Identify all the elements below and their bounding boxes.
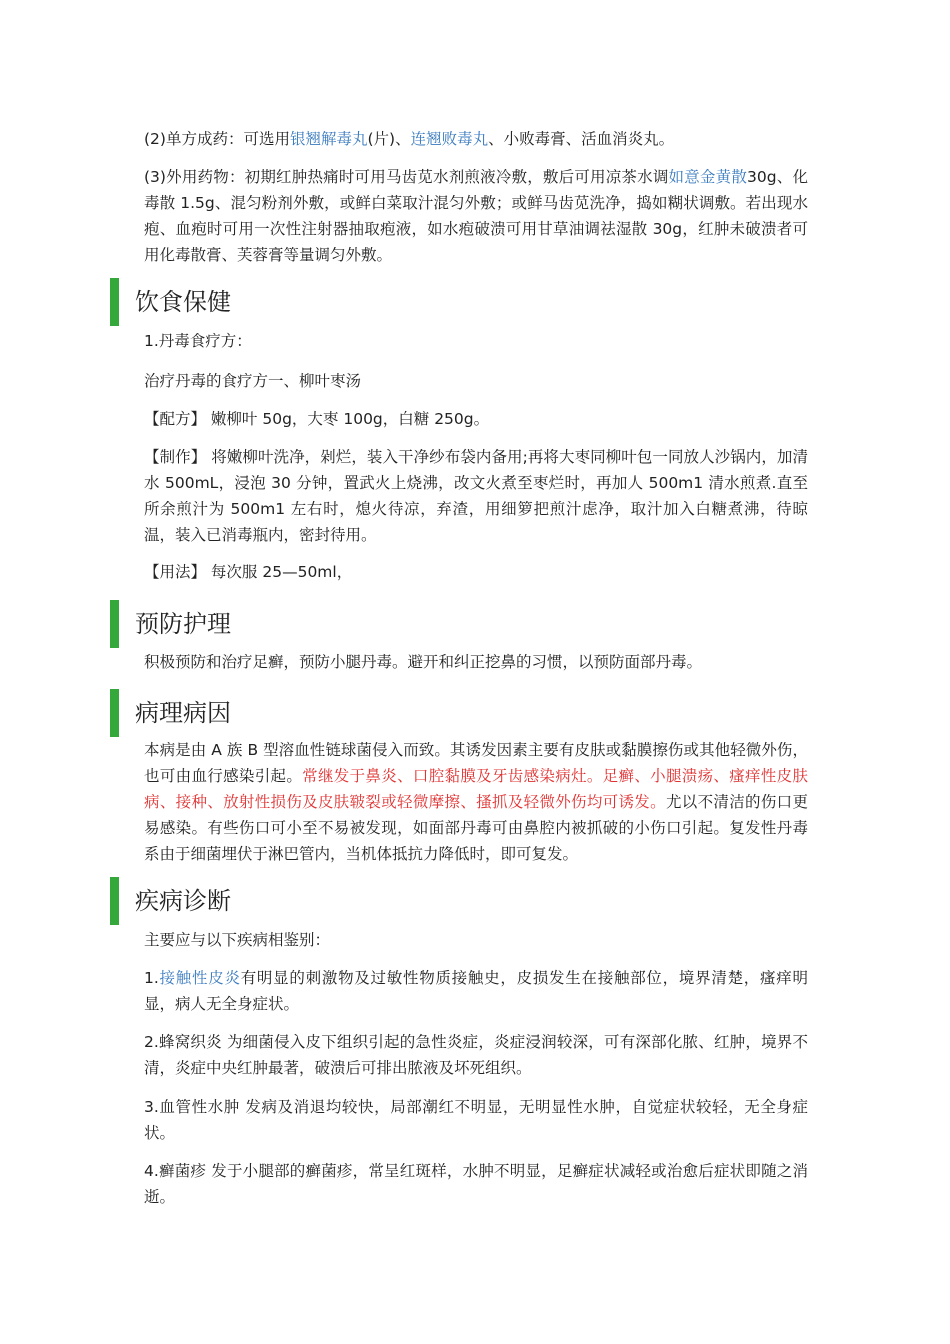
diet-usage: 【用法】 每次服 25—50ml， [144,563,353,581]
link-yinqiao-jiedu-wan[interactable]: 银翘解毒丸 [289,130,368,148]
link-lianqiao-baidu-wan[interactable]: 连翘败毒丸 [410,130,489,148]
etiology-text [144,737,808,867]
diet-making: 【制作】 将嫩柳叶洗净，剁烂，装入干净纱布袋内备用;再将大枣同柳叶包一同放人沙锅内，加清水 500mL，浸泡 30 分钟，置武火上烧沸，改文火煮至枣烂时，再加人 500m1 清水煎煮.直至所余煎汁为 500m1 左右时，熄火待凉，弃渣，用细箩把煎汁虑净，取汁加入白糖煮沸，待晾温，装入已消毒瓶内，密封待用。 [144,448,808,544]
text: 30g、化毒散 1.5g、混匀粉剂外敷，或鲜白菜取汁混匀外敷；或鲜马齿苋洗净，捣如糊状调敷。若出现水疱、血疱时可用一次性注射器抽取疱液，如水疱破溃可用甘草油调祛湿散 30g，红肿未破溃者可用化毒散膏、芙蓉膏等量调匀外敷。 [144,168,808,264]
text: 尤以不清洁的伤口更易感染。有些伤口可小至不易被发现，如面部丹毒可由鼻腔内被抓破的小伤口引起。复发性丹毒系由于细菌埋伏于淋巴管内，当机体抵抗力降低时，即可复发。 [144,793,808,863]
section-heading-diagnosis [110,877,810,925]
heading-accent-bar [110,600,119,648]
heading-title: 饮食保健 [135,288,231,316]
diagnosis-intro: 主要应与以下疾病相鉴别： [144,931,331,949]
text: 有明显的刺激物及过敏性物质接触史，皮损发生在接触部位，境界清楚，瘙痒明显，病人无全身症状。 [144,969,808,1013]
treatment-paragraph-2 [144,126,808,152]
diet-formula: 【配方】 嫩柳叶 50g，大枣 100g，白糖 250g。 [144,410,490,428]
diagnosis-item-2: 2.蜂窝织炎 为细菌侵入皮下组织引起的急性炎症，炎症浸润较深，可有深部化脓、红肿，境界不清，炎症中央红肿最著，破溃后可排出脓液及坏死组织。 [144,1033,808,1077]
text: 本病是由 A 族 B 型溶血性链球菌侵入而致。其诱发因素主要有皮肤或黏膜擦伤或其他轻微外伤，也可由血行感染引起。 [144,741,808,785]
text: (2)单方成药：可选用 [144,130,290,148]
prevention-text: 积极预防和治疗足癣，预防小腿丹毒。避开和纠正挖鼻的习惯，以预防面部丹毒。 [144,653,703,671]
section-heading-prevention [110,600,810,648]
heading-accent-bar [110,278,119,326]
item-number: 1. [144,969,159,987]
diet-recipe-title: 治疗丹毒的食疗方一、柳叶枣汤 [144,372,362,390]
heading-title: 预防护理 [135,610,231,638]
treatment-paragraph-3 [144,164,808,268]
text: (3)外用药物：初期红肿热痛时可用马齿苋水剂煎液冷敷，敷后可用凉茶水调 [144,168,669,186]
text: 、小败毒膏、活血消炎丸。 [488,130,675,148]
heading-accent-bar [110,877,119,925]
diagnosis-item-4: 4.癣菌疹 发于小腿部的癣菌疹，常呈红斑样，水肿不明显，足癣症状减轻或治愈后症状即随之消逝。 [144,1162,808,1206]
section-heading-etiology [110,689,810,737]
link-contact-dermatitis[interactable]: 接触性皮炎 [158,969,241,987]
diet-intro: 1.丹毒食疗方： [144,332,252,350]
diagnosis-item-3: 3.血管性水肿 发病及消退均较快，局部潮红不明显，无明显性水肿，自觉症状较轻，无全身症状。 [144,1098,808,1142]
diagnosis-item-1 [144,965,808,1017]
text: (片)、 [367,130,411,148]
heading-title: 疾病诊断 [135,887,231,915]
section-heading-diet [110,278,810,326]
heading-accent-bar [110,689,119,737]
highlighted-text: 常继发于鼻炎、口腔黏膜及牙齿感染病灶。足癣、小腿溃疡、瘙痒性皮肤病、接种、放射性损伤及皮肤皲裂或轻微摩擦、搔抓及轻微外伤均可诱发。 [144,767,808,811]
heading-title: 病理病因 [135,699,231,727]
link-ruyi-jinhuang-san[interactable]: 如意金黄散 [668,168,748,186]
